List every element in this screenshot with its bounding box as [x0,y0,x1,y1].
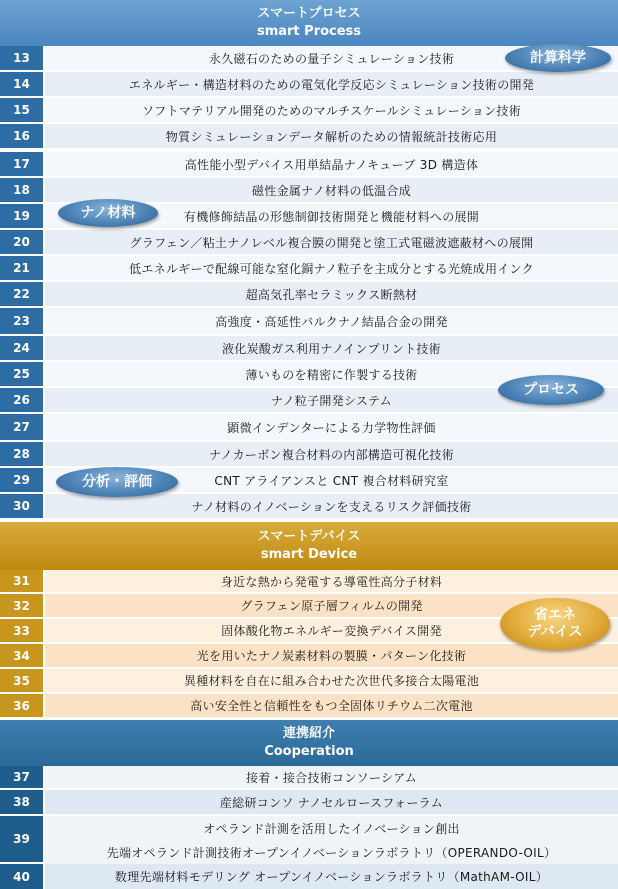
row-title: 産総研コンソ ナノセルロースフォーラム [45,790,618,814]
row-title: 低エネルギーで配線可能な窒化銅ナノ粒子を主成分とする光焼成用インク [45,256,618,280]
table-row [0,442,618,468]
row-number: 29 [0,468,43,492]
table-row [0,414,618,442]
row-title: 高い安全性と信頼性をもつ全固体リチウム二次電池 [45,694,618,717]
row-title: 異種材料を自在に組み合わせた次世代多接合太陽電池 [45,669,618,692]
row-title: 顕微インデンターによる力学物性評価 [45,414,618,440]
row-title: 磁性金属ナノ材料の低温合成 [45,178,618,202]
row-title: 液化炭酸ガス利用ナノインプリント技術 [45,336,618,360]
row-number: 31 [0,570,43,592]
row-number: 14 [0,72,43,96]
row-title: グラフェン原子層フィルムの開発 [45,594,618,617]
row-number: 17 [0,152,43,176]
row-number: 22 [0,282,43,306]
table-row [0,816,618,864]
category-badge-energy-saving-device [500,598,610,650]
row-title: 超高気孔率セラミックス断熱材 [45,282,618,306]
row-number: 36 [0,694,43,717]
row-number: 30 [0,494,43,518]
section-title-en: smart Device [260,547,358,562]
row-number: 24 [0,336,43,360]
table-row [0,98,618,124]
table-row [0,790,618,816]
row-number: 18 [0,178,43,202]
table-row [0,336,618,362]
row-title: CNT アライアンスと CNT 複合材料研究室 [45,468,618,492]
row-number: 32 [0,594,43,617]
table-row [0,152,618,178]
table-row [0,766,618,790]
row-subtitle: 先端オペランド計測技術オープンイノベーションラボラトリ（OPERANDO-OIL） [45,840,618,864]
category-badge-process: プロセス [498,375,604,405]
category-badge-nano-materials: ナノ材料 [58,199,158,227]
section-title-jp: 連携紹介 [282,726,335,741]
table-row [0,694,618,719]
row-title: 接着・接合技術コンソーシアム [45,766,618,788]
badge-line-2: デバイス [527,624,583,640]
row-number: 39 [0,816,43,862]
row-number: 37 [0,766,43,788]
row-title: グラフェン／粘土ナノレベル複合膜の開発と塗工式電磁波遮蔽材への展開 [45,230,618,254]
row-number: 25 [0,362,43,386]
row-title: ナノ粒子開発システム [45,388,618,412]
table-row [0,494,618,520]
row-title: 薄いものを精密に作製する技術 [45,362,618,386]
row-title: エネルギー・構造材料のための電気化学反応シミュレーション技術の開発 [45,72,618,96]
row-title: ソフトマテリアル開発のためのマルチスケールシミュレーション技術 [45,98,618,122]
row-title: ナノカーボン複合材料の内部構造可視化技術 [45,442,618,466]
row-number: 20 [0,230,43,254]
row-title: 身近な熱から発電する導電性高分子材料 [45,570,618,592]
table-row [0,644,618,669]
row-number: 34 [0,644,43,667]
row-number: 35 [0,669,43,692]
section-title-jp: スマートデバイス [257,529,361,544]
table-row [0,864,618,889]
category-badge-analysis-evaluation: 分析・評価 [56,467,178,497]
row-number: 40 [0,864,43,889]
section-title-en: Cooperation [264,744,354,759]
section-header-cooperation [0,720,618,766]
row-number: 23 [0,308,43,334]
row-number: 38 [0,790,43,814]
row-title: 有機修飾結晶の形態制御技術開発と機能材料への展開 [45,204,618,228]
row-title: 物質シミュレーションデータ解析のための情報統計技術応用 [45,124,618,148]
row-title: 光を用いたナノ炭素材料の製膜・パターン化技術 [45,644,618,667]
table-row [0,72,618,98]
section-title-en: smart Process [256,24,362,39]
table-row [0,282,618,308]
table-row [0,124,618,150]
row-number: 19 [0,204,43,228]
row-number: 28 [0,442,43,466]
row-title: ナノ材料のイノベーションを支えるリスク評価技術 [45,494,618,518]
table-row [0,308,618,336]
row-number: 26 [0,388,43,412]
row-title: 固体酸化物エネルギー変換デバイス開発 [45,619,618,642]
row-number: 16 [0,124,43,148]
row-number: 13 [0,46,43,70]
row-title: 高性能小型デバイス用単結晶ナノキューブ 3D 構造体 [45,152,618,176]
table-row [0,256,618,282]
row-title: オペランド計測を活用したイノベーション創出 [45,816,618,840]
row-number: 15 [0,98,43,122]
row-number: 21 [0,256,43,280]
row-title: 数理先端材料モデリング オープンイノベーションラボラトリ（MathAM-OIL） [45,864,618,889]
table-row [0,570,618,594]
row-title: 高強度・高延性バルクナノ結晶合金の開発 [45,308,618,334]
category-badge-computational-science: 計算科学 [505,44,611,72]
badge-line-1: 省エネ [534,607,576,623]
section-header-smart-process [0,0,618,46]
row-number: 27 [0,414,43,440]
table-row [0,669,618,694]
row-title: 永久磁石のための量子シミュレーション技術 [45,46,618,70]
row-number: 33 [0,619,43,642]
section-header-smart-device [0,522,618,570]
table-row [0,230,618,256]
section-title-jp: スマートプロセス [257,6,361,21]
